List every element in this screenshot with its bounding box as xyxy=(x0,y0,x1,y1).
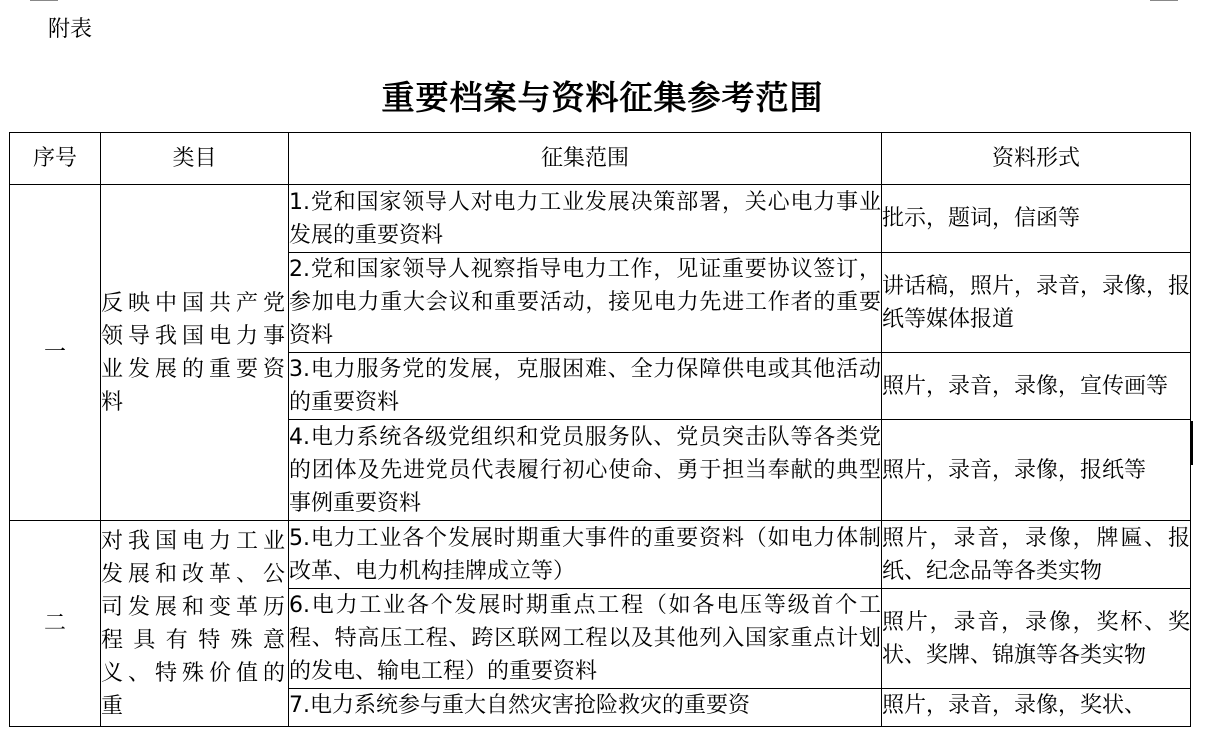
scope-cell: 4.电力系统各级党组织和党员服务队、党员突击队等各类党的团体及先进党员代表履行初心使命、勇于担当奉献的典型事例重要资料 xyxy=(289,420,882,521)
scope-cell: 7.电力系统参与重大自然灾害抢险救灾的重要资 xyxy=(289,689,882,727)
table-row xyxy=(10,521,1191,589)
collection-scope-table xyxy=(9,132,1191,727)
form-cell: 照片，录音，录像，奖杯、奖状、奖牌、锦旗等各类实物 xyxy=(882,589,1191,689)
form-cell: 照片，录音，录像，宣传画等 xyxy=(882,353,1191,420)
header-scope: 征集范围 xyxy=(289,133,882,185)
attachment-label: 附表 xyxy=(48,17,93,42)
form-cell: 批示，题词，信函等 xyxy=(882,185,1191,253)
form-cell: 讲话稿，照片，录音，录像，报纸等媒体报道 xyxy=(882,253,1191,353)
group-number: 二 xyxy=(10,521,101,727)
document-title: 重要档案与资料征集参考范围 xyxy=(381,78,824,117)
header-no: 序号 xyxy=(10,133,101,185)
page-corner-mark-left xyxy=(30,0,58,1)
scope-cell: 3.电力服务党的发展，克服困难、全力保障供电或其他活动的重要资料 xyxy=(289,353,882,420)
scope-cell: 6.电力工业各个发展时期重点工程（如各电压等级首个工程、特高压工程、跨区联网工程以及其他列入国家重点计划的发电、输电工程）的重要资料 xyxy=(289,589,882,689)
page-corner-mark-right xyxy=(1150,0,1178,1)
header-form: 资料形式 xyxy=(882,133,1191,185)
header-category: 类目 xyxy=(101,133,289,185)
form-cell: 照片，录音，录像，牌匾、报纸、纪念品等各类实物 xyxy=(882,521,1191,589)
margin-line-mark xyxy=(1191,421,1193,465)
scope-cell: 2.党和国家领导人视察指导电力工作，见证重要协议签订，参加电力重大会议和重要活动，接见电力先进工作者的重要资料 xyxy=(289,253,882,353)
group-category: 反映中国共产党领导我国电力事业发展的重要资料 xyxy=(101,185,289,521)
table-header-row xyxy=(10,133,1191,185)
group-category: 对我国电力工业发展和改革、公司发展和变革历程具有特殊意义、特殊价值的重 xyxy=(101,521,289,727)
scope-cell: 5.电力工业各个发展时期重大事件的重要资料（如电力体制改革、电力机构挂牌成立等） xyxy=(289,521,882,589)
table-row xyxy=(10,185,1191,253)
scope-cell: 1.党和国家领导人对电力工业发展决策部署，关心电力事业发展的重要资料 xyxy=(289,185,882,253)
group-number: 一 xyxy=(10,185,101,521)
form-cell: 照片，录音，录像，奖状、 xyxy=(882,689,1191,727)
form-cell: 照片，录音，录像，报纸等 xyxy=(882,420,1191,521)
